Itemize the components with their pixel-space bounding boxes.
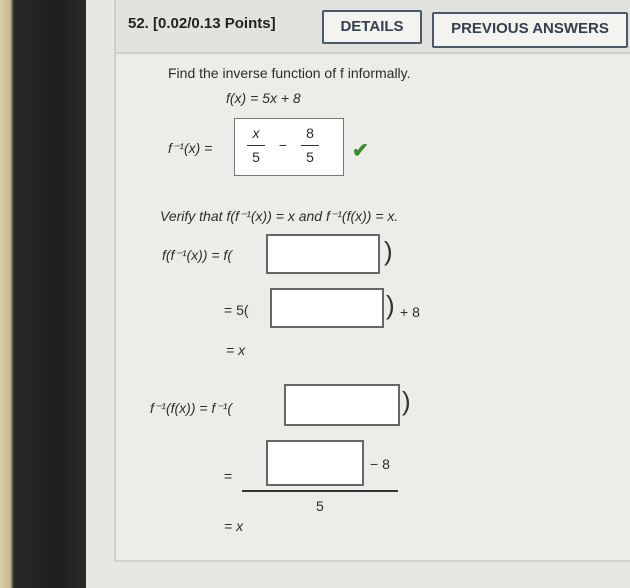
answer-box-4[interactable] (266, 440, 364, 486)
question-panel (114, 0, 630, 562)
line2-close-paren: ) (386, 290, 395, 320)
line5-equals: = (224, 468, 233, 484)
line5-denominator: 5 (316, 498, 324, 514)
line4-close-paren: ) (402, 386, 411, 416)
fraction-bar-1 (247, 145, 265, 146)
question-number: 52. (128, 15, 149, 32)
line2-label: = 5( (224, 302, 249, 318)
previous-answers-button[interactable]: PREVIOUS ANSWERS (432, 12, 628, 48)
line5-suffix: − 8 (370, 456, 390, 472)
line4-label: f⁻¹(f(x)) = f⁻¹( (150, 400, 233, 416)
answer-denominator-2: 5 (306, 149, 314, 165)
line5-fraction-bar (242, 490, 398, 492)
correct-check-icon: ✔ (352, 140, 369, 162)
answer-numerator-x: x (252, 125, 260, 141)
fraction-bar-2 (301, 145, 319, 146)
line1-label: f(f⁻¹(x)) = f( (162, 247, 232, 263)
screen (86, 0, 630, 588)
line6: = x (224, 518, 244, 534)
answer-box-1[interactable] (266, 234, 380, 274)
line3: = x (226, 342, 246, 358)
line1-close-paren: ) (384, 236, 393, 266)
line2-suffix: + 8 (400, 304, 420, 320)
answer-numerator-8: 8 (306, 125, 314, 141)
answer-minus: − (278, 137, 288, 153)
details-button[interactable]: DETAILS (322, 10, 422, 44)
function-definition: f(x) = 5x + 8 (226, 90, 301, 106)
monitor-bezel (0, 0, 90, 588)
part2-prompt: Verify that f(f⁻¹(x)) = x and f⁻¹(f(x)) = x. (160, 208, 399, 224)
answer-box-2[interactable] (270, 288, 384, 328)
question-points: [0.02/0.13 Points] (153, 15, 276, 32)
inverse-answer-box[interactable] (234, 118, 344, 176)
part1-prompt: Find the inverse function of f informally. (168, 65, 411, 81)
inverse-label: f⁻¹(x) = (168, 140, 213, 156)
answer-box-3[interactable] (284, 384, 400, 426)
answer-denominator-1: 5 (252, 149, 260, 165)
question-header (116, 0, 630, 54)
question-number-points (128, 15, 276, 32)
